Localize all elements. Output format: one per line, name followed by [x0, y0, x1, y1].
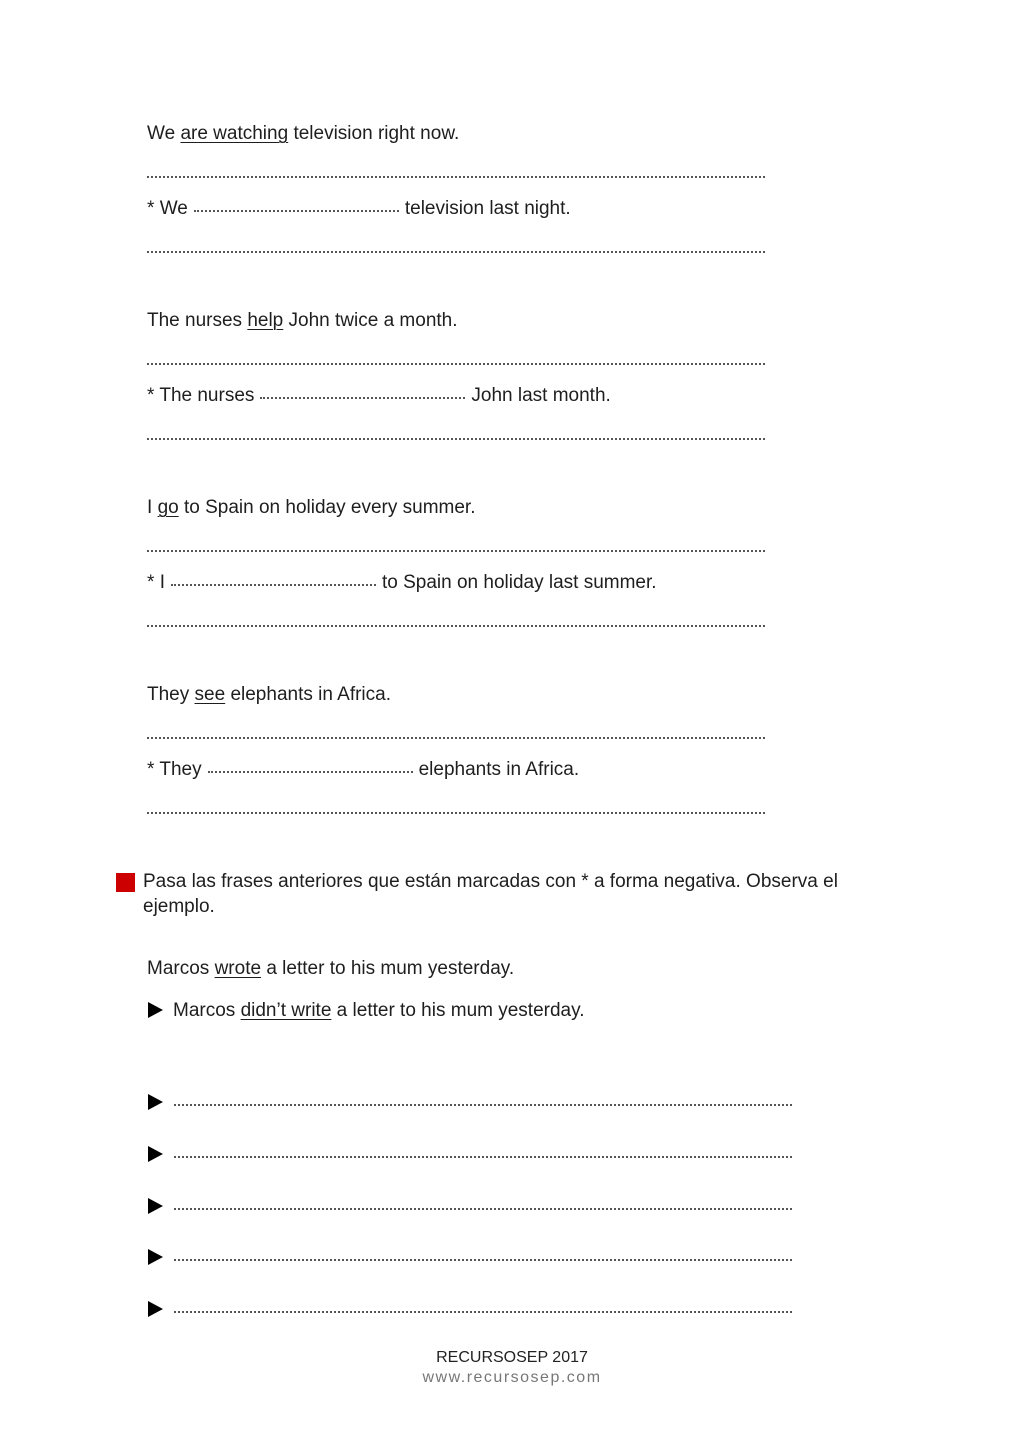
sentence-2: [147, 309, 458, 333]
sentence-text: John twice a month.: [283, 310, 458, 331]
sentence-4: [147, 683, 391, 707]
sentence-text: John last month.: [471, 385, 611, 406]
sentence-text: The nurses: [147, 310, 248, 331]
starred-sentence-1: [147, 197, 571, 221]
sentence-text: I: [147, 497, 158, 518]
answer-line[interactable]: [147, 737, 765, 739]
answer-line[interactable]: [147, 251, 765, 253]
sentence-text: to Spain on holiday every summer.: [178, 497, 476, 518]
starred-sentence-3: [147, 571, 657, 595]
answer-dots[interactable]: [174, 1104, 792, 1106]
sentence-text: We: [159, 198, 188, 219]
star-mark: *: [147, 385, 155, 406]
negative-answer-line[interactable]: [148, 1297, 808, 1321]
underlined-verb: didn’t write: [240, 1000, 332, 1021]
fill-blank[interactable]: [208, 771, 413, 773]
arrow-icon: [148, 1301, 163, 1317]
starred-sentence-4: [147, 758, 579, 782]
answer-dots[interactable]: [174, 1259, 792, 1261]
arrow-icon: [148, 1146, 163, 1162]
exercise-marker: [116, 873, 135, 892]
negative-answer-line[interactable]: [148, 1142, 808, 1166]
arrow-icon: [148, 1198, 163, 1214]
example-sentence: [147, 957, 514, 981]
sentence-text: They: [147, 684, 195, 705]
starred-sentence-2: [147, 384, 611, 408]
sentence-text: television last night.: [404, 198, 571, 219]
arrow-icon: [148, 1094, 163, 1110]
sentence-text: I: [159, 572, 165, 593]
answer-line[interactable]: [147, 625, 765, 627]
negative-answer-line[interactable]: [148, 1245, 808, 1269]
answer-dots[interactable]: [174, 1208, 792, 1210]
sentence-text: to Spain on holiday last summer.: [381, 572, 657, 593]
sentence-text: elephants in Africa.: [225, 684, 391, 705]
sentence-text: a letter to his mum yesterday.: [331, 1000, 585, 1021]
sentence-text: Marcos: [147, 958, 215, 979]
sentence-1: [147, 122, 459, 146]
fill-blank[interactable]: [171, 584, 376, 586]
example-answer: [148, 999, 584, 1023]
answer-line[interactable]: [147, 812, 765, 814]
negative-answer-line[interactable]: [148, 1194, 808, 1218]
sentence-text: The nurses: [159, 385, 255, 406]
answer-line[interactable]: [147, 438, 765, 440]
underlined-verb: are watching: [180, 123, 289, 144]
negative-answer-line[interactable]: [148, 1090, 808, 1114]
footer-title: RECURSOSEP 2017: [436, 1349, 588, 1366]
sentence-text: a letter to his mum yesterday.: [261, 958, 515, 979]
exercise-instruction: Pasa las frases anteriores que están marcadas con * a forma negativa. Observa el ejemplo.: [143, 871, 838, 917]
answer-line[interactable]: [147, 363, 765, 365]
sentence-text: Marcos: [173, 1000, 241, 1021]
sentence-text: They: [159, 759, 202, 780]
underlined-verb: see: [194, 684, 226, 705]
answer-dots[interactable]: [174, 1311, 792, 1313]
arrow-icon: [148, 1002, 163, 1018]
sentence-text: We: [147, 123, 181, 144]
sentence-text: television right now.: [288, 123, 460, 144]
sentence-3: [147, 496, 475, 520]
underlined-verb: go: [157, 497, 179, 518]
underlined-verb: wrote: [214, 958, 262, 979]
answer-line[interactable]: [147, 176, 765, 178]
star-mark: *: [147, 198, 155, 219]
star-mark: *: [147, 572, 155, 593]
answer-dots[interactable]: [174, 1156, 792, 1158]
fill-blank[interactable]: [260, 397, 465, 399]
answer-line[interactable]: [147, 550, 765, 552]
footer-url: www.recursosep.com: [422, 1369, 602, 1386]
arrow-icon: [148, 1249, 163, 1265]
fill-blank[interactable]: [194, 210, 399, 212]
sentence-text: elephants in Africa.: [418, 759, 580, 780]
underlined-verb: help: [247, 310, 284, 331]
star-mark: *: [147, 759, 155, 780]
